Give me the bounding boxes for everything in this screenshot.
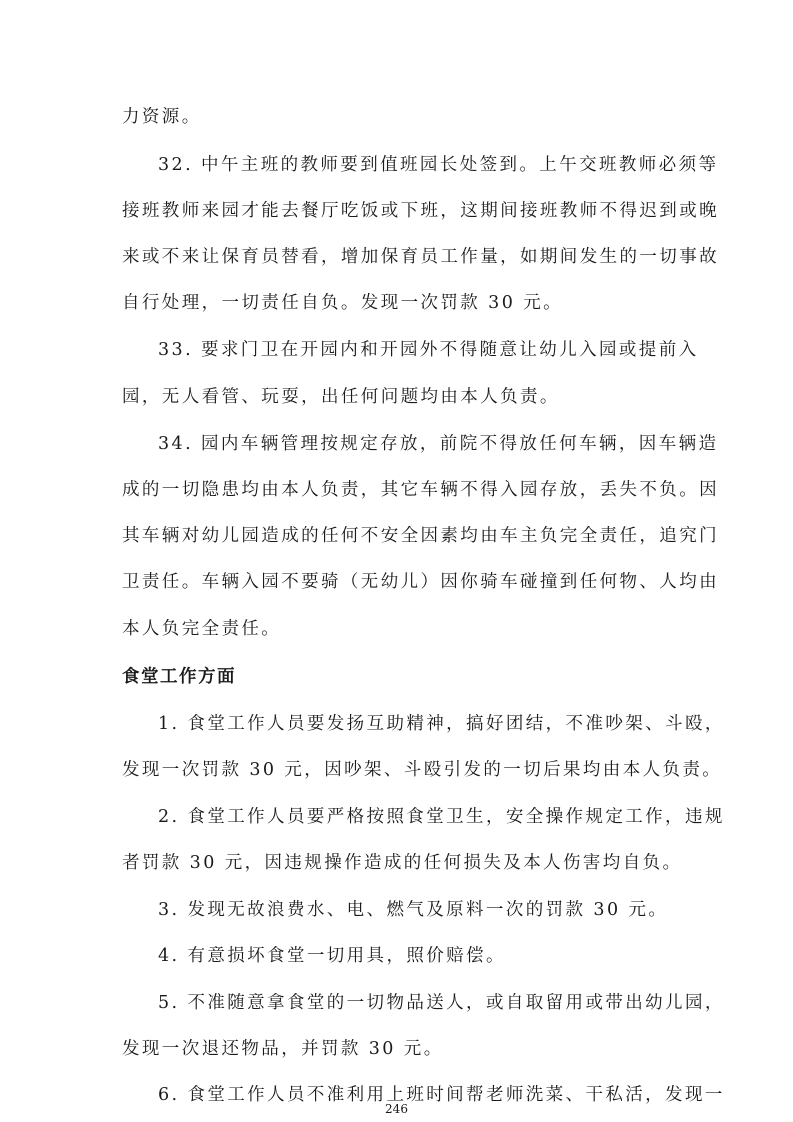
paragraph-line: 1. 食堂工作人员要发扬互助精神，搞好团结，不准吵架、斗殴， [158, 714, 725, 734]
paragraph-line: 33. 要求门卫在开园内和开园外不得随意让幼儿入园或提前入 [158, 340, 699, 360]
paragraph-line: 32. 中午主班的教师要到值班园长处签到。上午交班教师必须等 [158, 155, 719, 175]
paragraph-line: 接班教师来园才能去餐厅吃饭或下班，这期间接班教师不得迟到或晚 [122, 201, 719, 221]
paragraph-line: 自行处理，一切责任自负。发现一次罚款 30 元。 [122, 293, 563, 313]
page-number: 246 [385, 1102, 408, 1116]
paragraph-line: 园，无人看管、玩耍，出任何问题均由本人负责。 [122, 387, 560, 407]
paragraph-line: 3. 发现无故浪费水、电、燃气及原料一次的罚款 30 元。 [158, 900, 669, 920]
paragraph-line: 成的一切隐患均由本人负责，其它车辆不得入园存放，丢失不负。因 [122, 480, 719, 500]
paragraph-line: 其车辆对幼儿园造成的任何不安全因素均由车主负完全责任，追究门 [122, 526, 719, 546]
paragraph-line: 6. 食堂工作人员不准利用上班时间帮老师洗菜、干私活，发现一 [158, 1085, 725, 1105]
paragraph-line: 者罚款 30 元，因违规操作造成的任何损失及本人伤害均自负。 [122, 853, 683, 873]
paragraph-line: 来或不来让保育员替看，增加保育员工作量，如期间发生的一切事故 [122, 247, 719, 267]
paragraph-line: 发现一次罚款 30 元，因吵架、斗殴引发的一切后果均由本人负责。 [122, 760, 723, 780]
paragraph-line: 本人负完全责任。 [122, 619, 282, 639]
paragraph-line: 2. 食堂工作人员要严格按照食堂卫生，安全操作规定工作，违规 [158, 807, 725, 827]
section-heading: 食堂工作方面 [122, 667, 236, 687]
paragraph-line: 4. 有意损坏食堂一切用具，照价赔偿。 [158, 946, 506, 966]
paragraph-line: 5. 不准随意拿食堂的一切物品送人，或自取留用或带出幼儿园， [158, 993, 725, 1013]
paragraph-line: 卫责任。车辆入园不要骑（无幼儿）因你骑车碰撞到任何物、人均由 [122, 572, 719, 592]
paragraph-line: 发现一次退还物品，并罚款 30 元。 [122, 1039, 444, 1059]
paragraph-line: 34. 园内车辆管理按规定存放，前院不得放任何车辆，因车辆造 [158, 434, 719, 454]
paragraph-line: 力资源。 [122, 107, 202, 127]
